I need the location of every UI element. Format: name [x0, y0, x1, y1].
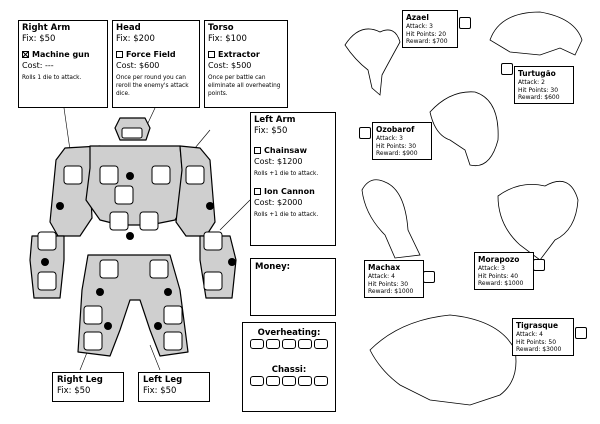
die-icon	[575, 327, 587, 339]
force-field-cost: Cost: $600	[116, 61, 160, 70]
force-field-desc: Once per round you can reroll the enemy's attack dice.	[116, 75, 189, 97]
monster-attack: Attack: 3	[406, 23, 433, 30]
monster-name: Morapozo	[478, 255, 520, 264]
monster-card-ozobarof[interactable]	[372, 122, 432, 160]
head-fix: Fix: $200	[116, 34, 155, 44]
torso-title: Torso	[208, 23, 234, 33]
monster-hp: Hit Points: 30	[368, 280, 409, 288]
monster-hp: Hit Points: 30	[376, 142, 417, 150]
right-arm-fix: Fix: $50	[22, 34, 56, 44]
monster-attack: Attack: 4	[516, 331, 543, 338]
monster-name: Turtugão	[518, 69, 556, 78]
money-label: Money:	[255, 262, 291, 272]
azael-sketch	[345, 29, 400, 95]
monster-reward: Reward: $900	[376, 150, 418, 157]
monster-hp: Hit Points: 20	[406, 30, 447, 38]
ion-cannon-option[interactable]: Ion Cannon	[254, 186, 332, 197]
ion-cannon-desc: Rolls +1 die to attack.	[254, 212, 319, 218]
left-leg-title: Left Leg	[143, 375, 183, 385]
right-arm-title: Right Arm	[22, 23, 71, 33]
right-leg-fix: Fix: $50	[57, 386, 91, 396]
die-icon	[423, 271, 435, 283]
monster-name: Tigrasque	[516, 321, 559, 330]
machax-sketch	[362, 180, 420, 258]
monster-reward: Reward: $3000	[516, 346, 562, 353]
die-icon	[359, 127, 371, 139]
monster-card-morapozo[interactable]	[474, 252, 534, 290]
die-icon	[459, 17, 471, 29]
extractor-cost: Cost: $500	[208, 61, 252, 70]
monster-reward: Reward: $600	[518, 94, 560, 101]
overheating-label: Overheating:	[257, 328, 321, 338]
machine-gun-desc: Rolls 1 die to attack.	[22, 75, 82, 81]
force-field-option[interactable]: Force Field	[116, 49, 196, 60]
monster-attack: Attack: 4	[368, 273, 395, 280]
monster-attack: Attack: 3	[376, 135, 403, 142]
monster-name: Azael	[406, 13, 429, 22]
monster-card-tigrasque[interactable]	[512, 318, 574, 356]
monster-hp: Hit Points: 30	[518, 86, 559, 94]
die-icon	[501, 63, 513, 75]
extractor-desc: Once per battle can eliminate all overheating points.	[208, 75, 281, 97]
chassi-label: Chassi:	[271, 365, 307, 375]
torso-fix: Fix: $100	[208, 34, 247, 44]
die-icon	[533, 259, 545, 271]
chainsaw-desc: Rolls +1 die to attack.	[254, 171, 319, 177]
left-leg-fix: Fix: $50	[143, 386, 177, 396]
ion-cannon-cost: Cost: $2000	[254, 198, 303, 207]
monster-reward: Reward: $1000	[478, 280, 524, 287]
head-title: Head	[116, 23, 141, 33]
monster-attack: Attack: 2	[518, 79, 545, 86]
left-arm-fix: Fix: $50	[254, 126, 288, 136]
monster-attack: Attack: 3	[478, 265, 505, 272]
monster-hp: Hit Points: 40	[478, 272, 519, 280]
tigrasque-sketch	[370, 315, 516, 405]
right-leg-title: Right Leg	[57, 375, 103, 385]
left-arm-title: Left Arm	[254, 115, 296, 125]
morapozo-sketch	[498, 181, 578, 260]
ozobarof-sketch	[430, 92, 498, 166]
monster-card-machax[interactable]	[364, 260, 424, 298]
monster-name: Machax	[368, 263, 401, 272]
monster-reward: Reward: $700	[406, 38, 448, 45]
machine-gun-option[interactable]: Machine gun	[22, 49, 104, 60]
turtugao-sketch	[490, 12, 582, 55]
machine-gun-cost: Cost: ---	[22, 61, 54, 70]
monster-card-turtugao[interactable]	[514, 66, 574, 104]
chainsaw-option[interactable]: Chainsaw	[254, 145, 332, 156]
monster-card-azael[interactable]	[402, 10, 458, 48]
chainsaw-cost: Cost: $1200	[254, 157, 303, 166]
monster-hp: Hit Points: 50	[516, 338, 557, 346]
extractor-option[interactable]: Extractor	[208, 49, 284, 60]
monster-reward: Reward: $1000	[368, 288, 414, 295]
monster-name: Ozobarof	[376, 125, 415, 134]
